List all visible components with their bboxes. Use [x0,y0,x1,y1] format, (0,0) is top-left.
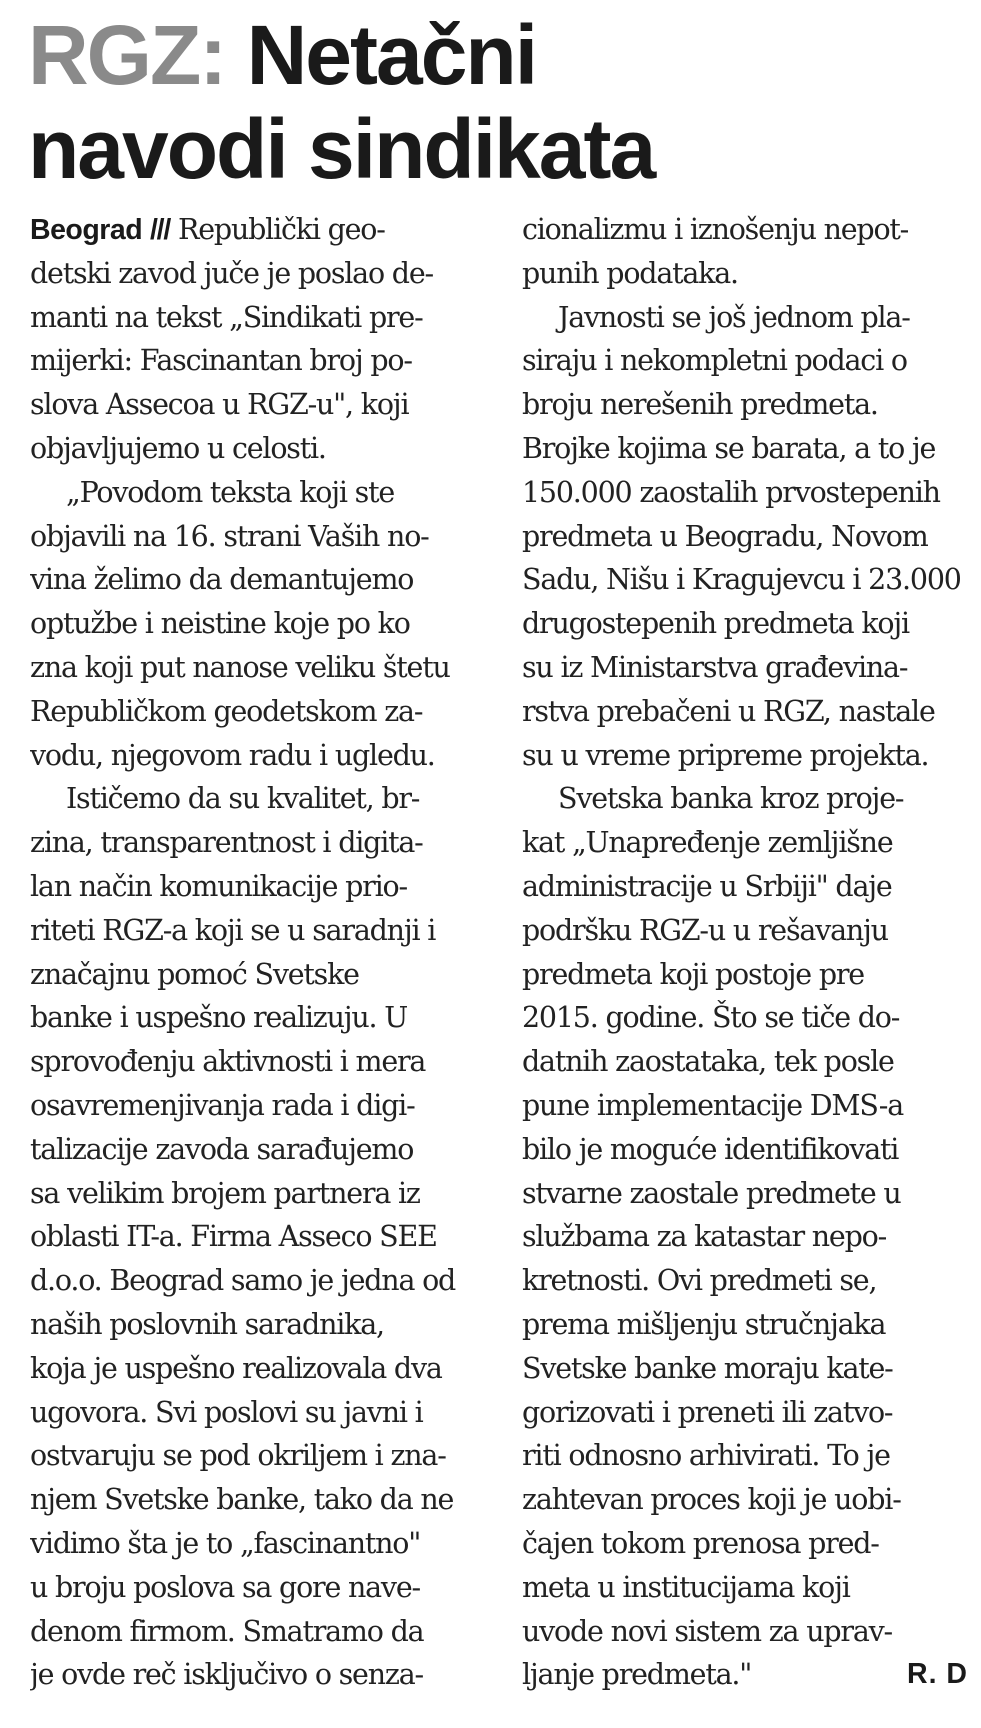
article-line: riteti RGZ-a koji se u saradnji i [30,913,436,947]
article-line: sa velikim brojem partnera iz [30,1176,420,1210]
article-line: lan način komunikacije prio- [30,869,407,903]
article-line: drugostepenih predmeta koji [522,607,909,641]
article-column-right [522,208,968,1697]
headline-kicker: RGZ: [28,8,226,102]
article-line: zahtevan proces koji je uobi- [522,1483,901,1517]
left-column-lines [30,252,470,1697]
article-line: prema mišljenju stručnjaka [522,1307,886,1341]
article-line: vodu, njegovom radu i ugledu. [30,738,435,772]
article-line: zina, transparentnost i digita- [30,826,423,860]
article-headline [28,8,968,196]
article-line-last [522,1653,968,1697]
article-line: naših poslovnih saradnika, [30,1307,384,1341]
article-line: d.o.o. Beograd samo je jedna od [30,1264,456,1298]
article-line: predmeta u Beogradu, Novom [522,519,928,553]
article-line: je ovde reč isključivo o senza- [30,1658,423,1692]
article-line: „Povodom teksta koji ste [66,475,394,509]
headline-title-word: Netačni [246,8,537,102]
article-line: pune implementacije DMS-a [522,1088,903,1122]
article-line: zna koji put nanose veliku štetu [30,650,450,684]
dateline-separator: /// [149,214,171,246]
article-column-left [30,208,470,1697]
article-line: kretnosti. Ovi predmeti se, [522,1264,877,1298]
article-line: riti odnosno arhivirati. To je [522,1439,890,1473]
article-line: punih podataka. [522,256,738,290]
article-line: koja je uspešno realizovala dva [30,1351,442,1385]
article-line: gorizovati i preneti ili zatvo- [522,1395,893,1429]
article-line: objavili na 16. strani Vaših no- [30,519,429,553]
article-line: optužbe i neistine koje po ko [30,607,410,641]
article-line: 2015. godine. Što se tiče do- [522,1001,900,1035]
article-line: vina želimo da demantujemo [30,563,414,597]
article-line [30,208,470,252]
article-line: Republičkom geodetskom za- [30,694,423,728]
article-line: su u vreme pripreme projekta. [522,738,929,772]
article-line: značajnu pomoć Svetske [30,957,359,991]
article-line: predmeta koji postoje pre [522,957,864,991]
article-line: banke i uspešno realizuju. U [30,1001,408,1035]
headline-title-line2: navodi sindikata [28,102,655,196]
article-line: cionalizmu i iznošenju nepot- [522,213,909,246]
article-line: denom firmom. Smatramo da [30,1614,424,1648]
article-line: datnih zaostataka, tek posle [522,1045,894,1079]
article-line-text: Republički geo- [177,213,385,246]
article-line: Ističemo da su kvalitet, br- [66,782,420,816]
article-line: osavremenjivanja rada i digi- [30,1088,415,1122]
article-line: Brojke kojima se barata, a to je [522,431,936,465]
author-signature: R. D [907,1658,968,1691]
article-line: siraju i nekompletni podaci o [522,344,907,378]
article-line: Svetska banka kroz proje- [558,782,904,816]
article-line: talizacije zavoda sarađujemo [30,1132,414,1166]
article-line: ostvaruju se pod okriljem i zna- [30,1439,446,1473]
article-line: sprovođenju aktivnosti i mera [30,1045,426,1079]
article-line: njem Svetske banke, tako da ne [30,1483,454,1517]
article-line: Svetske banke moraju kate- [522,1351,893,1385]
article-line-text: ljanje predmeta." [522,1658,752,1692]
right-column-lines [522,208,968,1653]
article-line: slova Assecoa u RGZ-u", koji [30,388,409,422]
article-line: ugovora. Svi poslovi su javni i [30,1395,423,1429]
article-line: meta u institucijama koji [522,1570,850,1604]
article-line: administracije u Srbiji" daje [522,869,892,903]
article-line: Sadu, Nišu i Kragujevcu i 23.000 [522,563,961,597]
article-line: čajen tokom prenosa pred- [522,1526,879,1560]
article-line: u broju poslova sa gore nave- [30,1570,420,1604]
article-line: podršku RGZ-u u rešavanju [522,913,888,947]
article-line: rstva prebačeni u RGZ, nastale [522,694,935,728]
article-line: broju nerešenih predmeta. [522,388,878,422]
article-line: vidimo šta je to „fascinantno" [30,1526,421,1560]
article-line: mijerki: Fascinantan broj po- [30,344,412,378]
article-line: Javnosti se još jednom pla- [558,300,910,334]
dateline: Beograd [30,214,143,246]
article-line: manti na tekst „Sindikati pre- [30,300,423,334]
article-line: su iz Ministarstva građevina- [522,650,908,684]
article-line: službama za katastar nepo- [522,1220,887,1254]
article-line: stvarne zaostale predmete u [522,1176,901,1210]
article-line: detski zavod juče je poslao de- [30,256,433,290]
article-line: 150.000 zaostalih prvostepenih [522,475,940,509]
article-line: oblasti IT-a. Firma Asseco SEE [30,1220,437,1254]
article-line: objavljujemo u celosti. [30,431,326,465]
article-line: kat „Unapređenje zemljišne [522,826,893,860]
article-line: bilo je moguće identifikovati [522,1132,899,1166]
article-line: uvode novi sistem za uprav- [522,1614,892,1648]
